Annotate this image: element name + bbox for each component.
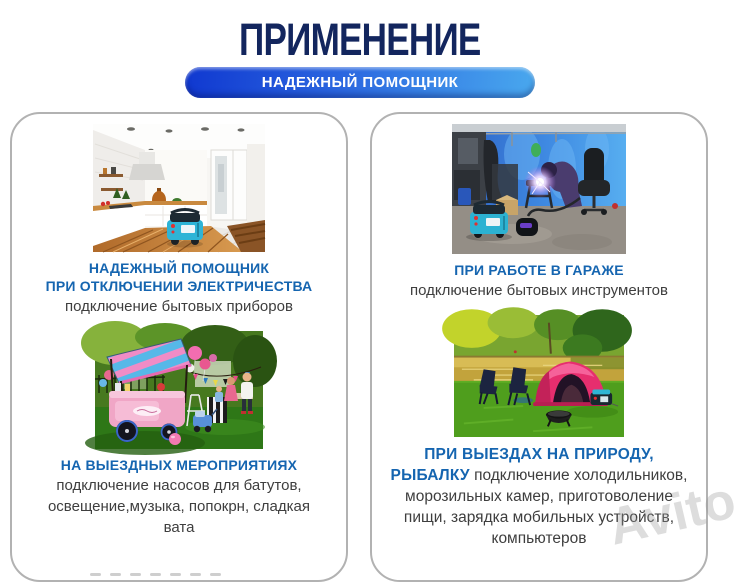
section-body: подключение бытовых приборов (65, 298, 293, 316)
kitchen-photo-illustration (93, 124, 265, 252)
banner-label: НАДЕЖНЫЙ ПОМОЩНИК (261, 74, 459, 91)
section-heading: НАДЕЖНЫЙ ПОМОЩНИК ПРИ ОТКЛЮЧЕНИИ ЭЛЕКТРИЧЕСТВА (45, 260, 313, 295)
section-body: подключение бытовых инструментов (410, 282, 668, 300)
page-title: ПРИМЕНЕНИЕ (239, 14, 481, 65)
avito-watermark: Avito (603, 471, 741, 557)
camping-photo-illustration (454, 315, 624, 437)
kitchen-photo (93, 124, 265, 252)
party-photo (95, 331, 263, 449)
section-body: подключение насосов для батутов, освещение,музыка, попокрн, сладкая вата (47, 477, 311, 536)
party-photo-illustration (95, 331, 263, 449)
panel-left (10, 112, 348, 582)
section-heading: ПРИ РАБОТЕ В ГАРАЖЕ (454, 262, 624, 278)
banner-pill (185, 67, 535, 98)
garage-photo-illustration (452, 124, 626, 254)
camping-photo (454, 315, 624, 437)
panel-right (370, 112, 708, 582)
section-heading: НА ВЫЕЗДНЫХ МЕРОПРИЯТИЯХ (60, 457, 298, 474)
section-combined-text: ПРИ ВЫЕЗДАХ НА ПРИРОДУ, РЫБАЛКУ подключение холодильников, морозильных камер, приготоволение пищи, зарядка мобильных устройств, компьютеров (390, 445, 688, 548)
garage-photo (452, 124, 626, 254)
cropped-element-dashes (90, 573, 221, 576)
